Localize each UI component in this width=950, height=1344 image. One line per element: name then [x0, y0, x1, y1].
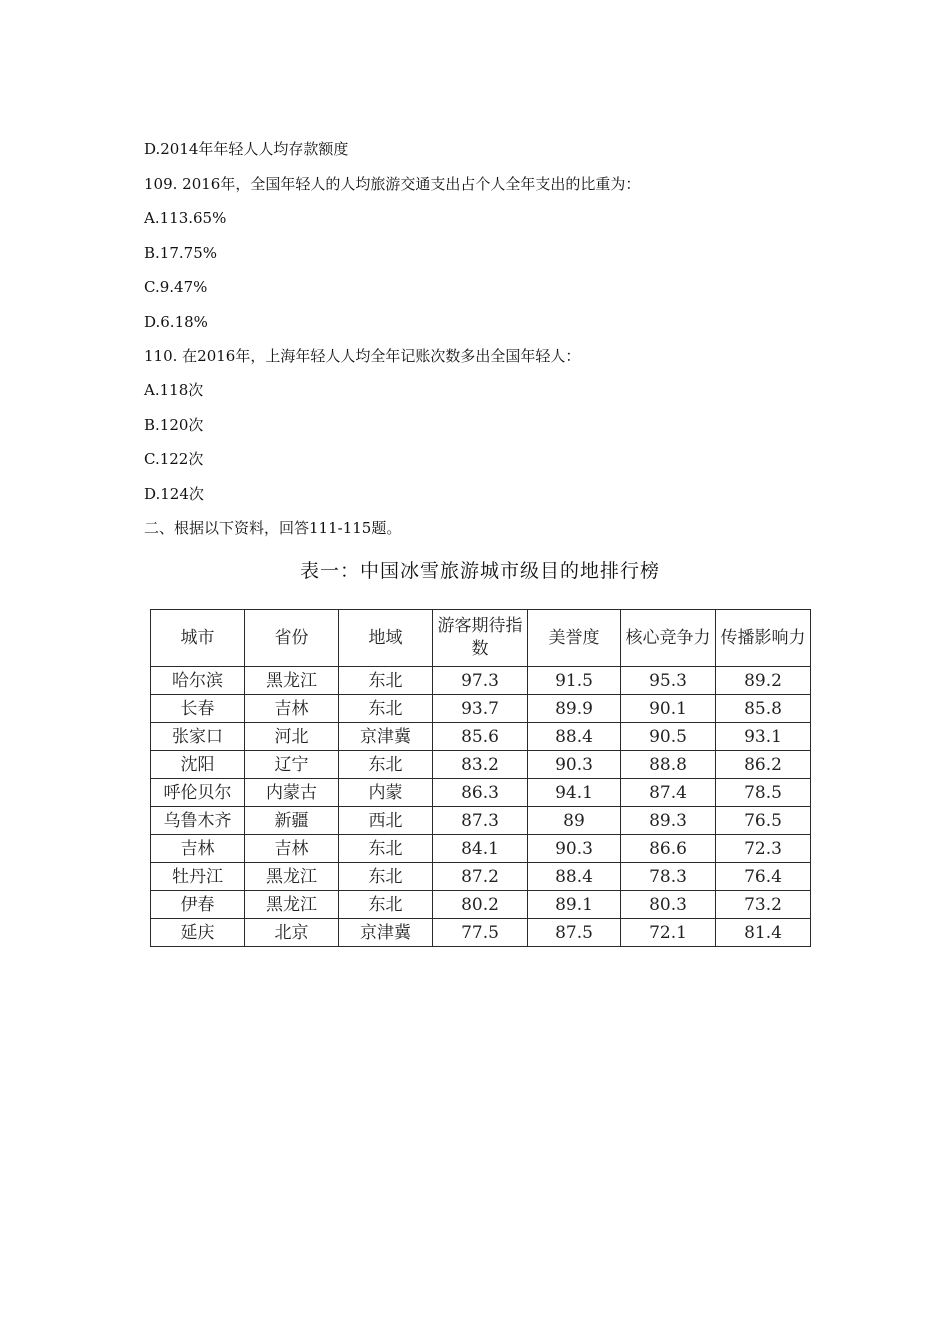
cell-province: 吉林	[245, 835, 339, 863]
cell-influence: 81.4	[716, 919, 811, 947]
cell-core-competitiveness: 90.1	[621, 695, 716, 723]
cell-city: 乌鲁木齐	[151, 807, 245, 835]
header-province: 省份	[245, 610, 339, 667]
table-header-row	[151, 610, 811, 667]
cell-expectation-index: 93.7	[433, 695, 528, 723]
cell-influence: 86.2	[716, 751, 811, 779]
cell-influence: 89.2	[716, 667, 811, 695]
cell-province: 黑龙江	[245, 863, 339, 891]
cell-core-competitiveness: 89.3	[621, 807, 716, 835]
cell-reputation: 87.5	[528, 919, 621, 947]
cell-city: 长春	[151, 695, 245, 723]
cell-city: 呼伦贝尔	[151, 779, 245, 807]
question-109: 109. 2016年，全国年轻人的人均旅游交通支出占个人全年支出的比重为：	[144, 175, 641, 193]
cell-province: 北京	[245, 919, 339, 947]
option-a-109: A.113.65%	[144, 209, 227, 227]
header-expectation-index: 游客期待指数	[433, 610, 528, 667]
cell-influence: 78.5	[716, 779, 811, 807]
cell-expectation-index: 87.2	[433, 863, 528, 891]
cell-city: 伊春	[151, 891, 245, 919]
table-row	[151, 695, 811, 723]
cell-core-competitiveness: 72.1	[621, 919, 716, 947]
option-c-109: C.9.47%	[144, 278, 208, 296]
cell-region: 内蒙	[339, 779, 433, 807]
cell-city: 牡丹江	[151, 863, 245, 891]
option-d-110: D.124次	[144, 485, 204, 503]
cell-reputation: 88.4	[528, 863, 621, 891]
header-city: 城市	[151, 610, 245, 667]
cell-region: 东北	[339, 751, 433, 779]
cell-region: 东北	[339, 863, 433, 891]
cell-influence: 76.4	[716, 863, 811, 891]
table-body	[151, 667, 811, 947]
cell-core-competitiveness: 88.8	[621, 751, 716, 779]
cell-city: 延庆	[151, 919, 245, 947]
cell-core-competitiveness: 86.6	[621, 835, 716, 863]
option-d-108: D.2014年年轻人人均存款额度	[144, 140, 349, 158]
table-row	[151, 751, 811, 779]
table-row	[151, 667, 811, 695]
cell-reputation: 94.1	[528, 779, 621, 807]
cell-province: 吉林	[245, 695, 339, 723]
header-region: 地域	[339, 610, 433, 667]
table-row	[151, 835, 811, 863]
table-row	[151, 919, 811, 947]
question-110: 110. 在2016年，上海年轻人人均全年记账次数多出全国年轻人：	[144, 347, 581, 365]
cell-influence: 76.5	[716, 807, 811, 835]
cell-reputation: 88.4	[528, 723, 621, 751]
cell-expectation-index: 97.3	[433, 667, 528, 695]
option-b-109: B.17.75%	[144, 244, 217, 262]
ranking-table	[150, 609, 811, 947]
cell-influence: 73.2	[716, 891, 811, 919]
cell-influence: 93.1	[716, 723, 811, 751]
cell-expectation-index: 87.3	[433, 807, 528, 835]
cell-province: 黑龙江	[245, 667, 339, 695]
cell-core-competitiveness: 87.4	[621, 779, 716, 807]
cell-region: 东北	[339, 695, 433, 723]
cell-reputation: 90.3	[528, 751, 621, 779]
header-influence: 传播影响力	[716, 610, 811, 667]
cell-reputation: 89	[528, 807, 621, 835]
cell-region: 东北	[339, 835, 433, 863]
header-reputation: 美誉度	[528, 610, 621, 667]
cell-reputation: 89.9	[528, 695, 621, 723]
cell-influence: 85.8	[716, 695, 811, 723]
cell-city: 哈尔滨	[151, 667, 245, 695]
cell-core-competitiveness: 78.3	[621, 863, 716, 891]
cell-province: 新疆	[245, 807, 339, 835]
cell-expectation-index: 83.2	[433, 751, 528, 779]
cell-city: 张家口	[151, 723, 245, 751]
cell-expectation-index: 77.5	[433, 919, 528, 947]
cell-expectation-index: 80.2	[433, 891, 528, 919]
cell-core-competitiveness: 95.3	[621, 667, 716, 695]
option-c-110: C.122次	[144, 450, 204, 468]
cell-expectation-index: 84.1	[433, 835, 528, 863]
cell-reputation: 90.3	[528, 835, 621, 863]
table-row	[151, 807, 811, 835]
cell-province: 辽宁	[245, 751, 339, 779]
table-row	[151, 779, 811, 807]
cell-reputation: 91.5	[528, 667, 621, 695]
cell-region: 西北	[339, 807, 433, 835]
cell-region: 京津冀	[339, 723, 433, 751]
header-core-competitiveness: 核心竞争力	[621, 610, 716, 667]
table-row	[151, 723, 811, 751]
cell-province: 河北	[245, 723, 339, 751]
table-title: 表一：中国冰雪旅游城市级目的地排行榜	[299, 560, 660, 582]
cell-region: 东北	[339, 667, 433, 695]
option-b-110: B.120次	[144, 416, 204, 434]
cell-core-competitiveness: 90.5	[621, 723, 716, 751]
option-d-109: D.6.18%	[144, 313, 208, 331]
option-a-110: A.118次	[144, 381, 204, 399]
table-row	[151, 863, 811, 891]
cell-reputation: 89.1	[528, 891, 621, 919]
cell-city: 吉林	[151, 835, 245, 863]
cell-expectation-index: 85.6	[433, 723, 528, 751]
cell-region: 京津冀	[339, 919, 433, 947]
cell-province: 内蒙古	[245, 779, 339, 807]
cell-city: 沈阳	[151, 751, 245, 779]
cell-expectation-index: 86.3	[433, 779, 528, 807]
table-row	[151, 891, 811, 919]
section-heading: 二、根据以下资料，回答111-115题。	[144, 519, 402, 537]
cell-region: 东北	[339, 891, 433, 919]
cell-influence: 72.3	[716, 835, 811, 863]
cell-core-competitiveness: 80.3	[621, 891, 716, 919]
cell-province: 黑龙江	[245, 891, 339, 919]
